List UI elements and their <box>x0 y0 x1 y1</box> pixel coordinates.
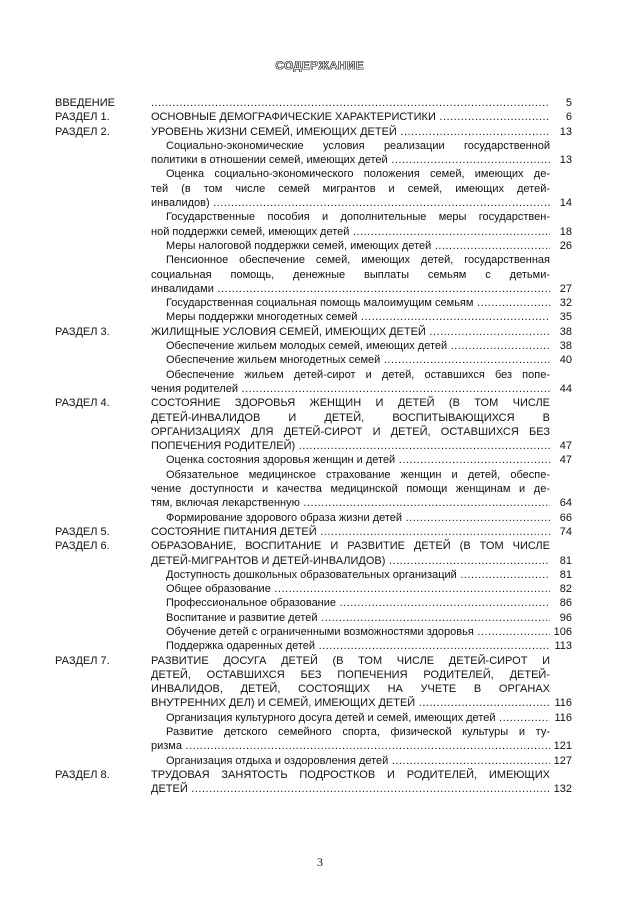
toc-row <box>0 353 640 367</box>
toc-entry-text: политики в отношении семей, имеющих детей ..... <box>151 153 550 167</box>
toc-entry-text: инвалидов) ..... <box>151 196 550 210</box>
toc-row <box>0 282 640 296</box>
toc-row <box>0 139 640 153</box>
toc-entry-text: ОРГАНИЗАЦИЯХ ДЛЯ ДЕТЕЙ-СИРОТ И ДЕТЕЙ, ОСТАВШИХСЯ БЕЗ <box>151 425 550 438</box>
toc-entry-text: Обучение детей с ограниченными возможностями здоровья ..... <box>166 625 550 639</box>
toc-page-number: 38 <box>559 325 572 338</box>
toc-row <box>0 568 640 582</box>
toc-page-number: 82 <box>559 583 572 596</box>
toc-entry-text: Общее образование ..... <box>166 582 550 596</box>
toc-row <box>0 725 640 739</box>
toc-row <box>0 396 640 410</box>
toc-entry-text: Меры поддержки многодетных семей ..... <box>166 310 550 324</box>
toc-row <box>0 739 640 753</box>
toc-row <box>0 368 640 382</box>
toc-page-number: 18 <box>559 225 572 238</box>
toc-row <box>0 110 640 124</box>
toc-entry-text: Оценка социально-экономического положения семей, имеющих де- <box>166 168 550 181</box>
toc-entry-text: ТРУДОВАЯ ЗАНЯТОСТЬ ПОДРОСТКОВ И РОДИТЕЛЕЙ, ИМЕЮЩИХ <box>151 768 550 781</box>
toc-page-number: 81 <box>559 554 572 567</box>
toc-row <box>0 411 640 425</box>
toc-row <box>0 425 640 439</box>
toc-row <box>0 196 640 210</box>
toc-row <box>0 582 640 596</box>
toc-entry-text: Обеспечение жильем детей-сирот и детей, оставшихся без попе- <box>166 368 550 381</box>
toc-page-number: 26 <box>559 239 572 252</box>
toc-entry-text: Воспитание и развитие детей ..... <box>166 611 550 625</box>
toc-section-label: РАЗДЕЛ 1. <box>55 111 110 124</box>
toc-entry-text: СОСТОЯНИЕ ЗДОРОВЬЯ ЖЕНЩИН И ДЕТЕЙ (В ТОМ ЧИСЛЕ <box>151 397 550 410</box>
toc-section-label: РАЗДЕЛ 4. <box>55 397 110 410</box>
toc-row <box>0 325 640 339</box>
toc-entry-text: ДЕТЕЙ ..... <box>151 782 550 796</box>
toc-page-number: 106 <box>553 625 572 638</box>
toc-entry-text: ДЕТЕЙ-МИГРАНТОВ И ДЕТЕЙ-ИНВАЛИДОВ) ..... <box>151 554 550 568</box>
toc-section-label: РАЗДЕЛ 8. <box>55 768 110 781</box>
toc-page-number: 35 <box>559 311 572 324</box>
toc-page-number: 116 <box>554 711 572 724</box>
toc-entry-text <box>151 96 550 110</box>
toc-page-number: 13 <box>559 125 572 138</box>
toc-row <box>0 596 640 610</box>
toc-page-number: 113 <box>554 640 572 653</box>
toc-entry-text: РАЗВИТИЕ ДОСУГА ДЕТЕЙ (В ТОМ ЧИСЛЕ ДЕТЕЙ-СИРОТ И <box>151 654 550 667</box>
toc-row <box>0 482 640 496</box>
toc-row <box>0 125 640 139</box>
toc-page-number: 96 <box>559 611 572 624</box>
toc-page-number: 5 <box>565 97 572 109</box>
toc-entry-text: ЖИЛИЩНЫЕ УСЛОВИЯ СЕМЕЙ, ИМЕЮЩИХ ДЕТЕЙ ..... <box>151 325 550 339</box>
toc-entry-text: Оценка состояния здоровья женщин и детей ..... <box>166 453 550 467</box>
toc-row <box>0 525 640 539</box>
toc-row <box>0 225 640 239</box>
toc-entry-text: тей (в том числе семей мигрантов и семей, имеющих детей- <box>151 182 550 195</box>
toc-section-label: РАЗДЕЛ 5. <box>55 525 110 538</box>
toc-row <box>0 496 640 510</box>
toc-entry-text: чения родителей ..... <box>151 382 550 396</box>
toc-page-number: 32 <box>559 297 572 310</box>
toc-entry-text: Формирование здорового образа жизни детей ..... <box>166 511 550 525</box>
toc-row <box>0 711 640 725</box>
toc-row <box>0 382 640 396</box>
toc-page-number: 47 <box>559 440 572 453</box>
toc-page-number: 6 <box>565 111 572 124</box>
toc-entry-text: Социально-экономические условия реализации государственной <box>166 139 550 152</box>
toc-page-number: 47 <box>559 454 572 467</box>
toc-page-number: 44 <box>559 382 572 395</box>
toc-row <box>0 153 640 167</box>
toc-page-number: 81 <box>559 568 572 581</box>
toc-row <box>0 682 640 696</box>
toc-entry-text: Развитие детского семейного спорта, физической культуры и ту- <box>166 726 550 739</box>
toc-row <box>0 453 640 467</box>
toc-row <box>0 468 640 482</box>
toc-entry-text: тям, включая лекарственную ..... <box>151 496 550 510</box>
toc-entry-text: Обеспечение жильем молодых семей, имеющих детей ..... <box>166 339 550 353</box>
toc-entry-text: ВНУТРЕННИХ ДЕЛ) И СЕМЕЙ, ИМЕЮЩИХ ДЕТЕЙ ..... <box>151 696 550 710</box>
toc-entry-text: чение доступности и качества медицинской помощи женщинам и де- <box>151 483 550 496</box>
toc-entry-text: Профессиональное образование ..... <box>166 596 550 610</box>
toc-entry-text: ризма ..... <box>151 739 550 753</box>
toc-page-number: 121 <box>553 740 572 753</box>
toc-entry-text: социальная помощь, денежные выплаты семьям с детьми- <box>151 268 550 281</box>
toc-row <box>0 539 640 553</box>
toc-entry-text: ИНВАЛИДОВ, ДЕТЕЙ, СОСТОЯЩИХ НА УЧЕТЕ В ОРГАНАХ <box>151 683 550 696</box>
toc-row <box>0 239 640 253</box>
toc-row <box>0 310 640 324</box>
toc-entry-text: Пенсионное обеспечение семей, имеющих детей, государственная <box>166 254 550 267</box>
toc-page-number: 66 <box>559 511 572 524</box>
toc-row <box>0 511 640 525</box>
toc-entry-text: Обеспечение жильем многодетных семей ..... <box>166 353 550 367</box>
table-of-contents <box>0 96 640 797</box>
toc-page-number: 132 <box>553 783 572 796</box>
toc-entry-text: ДЕТЕЙ-ИНВАЛИДОВ И ДЕТЕЙ, ВОСПИТЫВАЮЩИХСЯ В <box>151 411 550 424</box>
toc-entry-text: Государственные пособия и дополнительные меры государствен- <box>166 211 550 224</box>
toc-entry-text: ПОПЕЧЕНИЯ РОДИТЕЛЕЙ) ..... <box>151 439 550 453</box>
toc-page-number: 14 <box>559 197 572 210</box>
toc-page-number: 40 <box>559 354 572 367</box>
toc-page-number: 116 <box>554 697 572 710</box>
toc-row <box>0 782 640 796</box>
toc-entry-text: ОСНОВНЫЕ ДЕМОГРАФИЧЕСКИЕ ХАРАКТЕРИСТИКИ ..... <box>151 110 550 124</box>
page-number: 3 <box>317 855 323 869</box>
toc-row <box>0 339 640 353</box>
toc-row <box>0 296 640 310</box>
toc-entry-text: Организация отдыха и оздоровления детей ..... <box>166 754 550 768</box>
toc-row <box>0 611 640 625</box>
toc-page-number: 27 <box>559 282 572 295</box>
toc-entry-text: Государственная социальная помощь малоимущим семьям ..... <box>166 296 550 310</box>
toc-entry-text: ной поддержки семей, имеющих детей ..... <box>151 225 550 239</box>
toc-page-number: 86 <box>559 597 572 610</box>
toc-page-number: 13 <box>559 154 572 167</box>
toc-row <box>0 182 640 196</box>
toc-page-number: 38 <box>559 340 572 353</box>
toc-row <box>0 253 640 267</box>
toc-row <box>0 668 640 682</box>
toc-row <box>0 696 640 710</box>
toc-row <box>0 754 640 768</box>
page-title: СОДЕРЖАНИЕ <box>275 60 365 72</box>
toc-row <box>0 625 640 639</box>
toc-row <box>0 768 640 782</box>
toc-entry-text: Доступность дошкольных образовательных организаций ..... <box>166 568 550 582</box>
toc-section-label: РАЗДЕЛ 3. <box>55 325 110 338</box>
toc-page-number: 64 <box>559 497 572 510</box>
toc-entry-text: Меры налоговой поддержки семей, имеющих детей ..... <box>166 239 550 253</box>
toc-row <box>0 654 640 668</box>
toc-page-number: 127 <box>553 754 572 767</box>
toc-entry-text: Организация культурного досуга детей и семей, имеющих детей ..... <box>166 711 550 725</box>
toc-row <box>0 439 640 453</box>
toc-row <box>0 210 640 224</box>
toc-entry-text: Обязательное медицинское страхование женщин и детей, обеспе- <box>166 468 550 481</box>
toc-section-label: РАЗДЕЛ 2. <box>55 125 110 138</box>
toc-entry-text: ДЕТЕЙ, ОСТАВШИХСЯ БЕЗ ПОПЕЧЕНИЯ РОДИТЕЛЕЙ, ДЕТЕЙ- <box>151 668 550 681</box>
toc-section-label: РАЗДЕЛ 7. <box>55 654 110 667</box>
toc-entry-text: Поддержка одаренных детей ..... <box>166 639 550 653</box>
toc-section-label: ВВЕДЕНИЕ <box>55 97 115 109</box>
toc-section-label: РАЗДЕЛ 6. <box>55 540 110 553</box>
toc-entry-text: ОБРАЗОВАНИЕ, ВОСПИТАНИЕ И РАЗВИТИЕ ДЕТЕЙ (В ТОМ ЧИСЛЕ <box>151 540 550 553</box>
toc-row <box>0 639 640 653</box>
toc-page-number: 74 <box>559 525 572 538</box>
toc-row <box>0 268 640 282</box>
toc-row <box>0 167 640 181</box>
toc-entry-text: инвалидами ..... <box>151 282 550 296</box>
toc-entry-text: УРОВЕНЬ ЖИЗНИ СЕМЕЙ, ИМЕЮЩИХ ДЕТЕЙ ..... <box>151 125 550 139</box>
toc-entry-text: СОСТОЯНИЕ ПИТАНИЯ ДЕТЕЙ ..... <box>151 525 550 539</box>
toc-row <box>0 554 640 568</box>
toc-row <box>0 96 640 110</box>
